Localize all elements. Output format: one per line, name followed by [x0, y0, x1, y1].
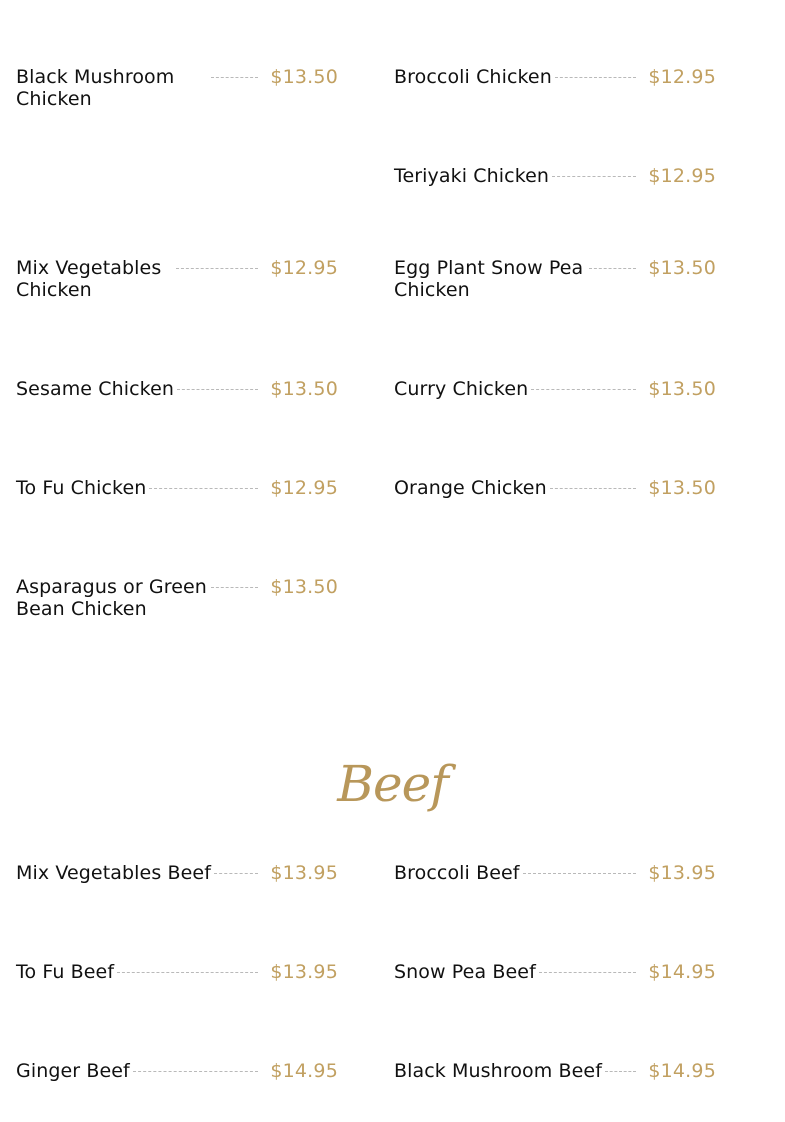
item-name: Ginger Beef	[16, 1060, 130, 1082]
menu-item	[16, 1060, 338, 1082]
menu-item	[394, 257, 716, 301]
item-name: Mix Vegetables Beef	[16, 862, 211, 884]
dotted-leader	[523, 862, 637, 874]
dotted-leader	[214, 862, 258, 874]
item-price: $14.95	[648, 1060, 716, 1082]
dotted-leader	[589, 257, 636, 269]
menu-item	[394, 165, 716, 187]
item-price: $13.50	[270, 378, 338, 400]
dotted-leader	[117, 961, 258, 973]
item-name: Broccoli Beef	[394, 862, 520, 884]
menu-item	[16, 66, 338, 110]
dotted-leader	[211, 66, 258, 78]
item-name: Snow Pea Beef	[394, 961, 536, 983]
dotted-leader	[539, 961, 636, 973]
item-price: $13.50	[648, 378, 716, 400]
dotted-leader	[149, 477, 258, 489]
item-price: $12.95	[270, 477, 338, 499]
item-name: Asparagus or Green Bean Chicken	[16, 576, 207, 620]
item-name: Teriyaki Chicken	[394, 165, 550, 187]
item-name: Black Mushroom Beef	[394, 1060, 603, 1082]
dotted-leader	[133, 1060, 258, 1072]
menu-item	[394, 66, 716, 88]
dotted-leader	[605, 1060, 636, 1072]
menu-item	[16, 961, 338, 983]
menu-item	[394, 477, 716, 499]
dotted-leader	[211, 576, 258, 588]
item-price: $14.95	[270, 1060, 338, 1082]
dotted-leader	[552, 165, 636, 177]
item-price: $13.95	[648, 862, 716, 884]
item-name: Mix Vegetables Chicken	[16, 257, 162, 301]
menu-item	[16, 576, 338, 620]
item-price: $13.95	[270, 961, 338, 983]
item-price: $13.50	[648, 257, 716, 279]
item-name: Egg Plant Snow Pea Chicken	[394, 257, 584, 301]
dotted-leader	[177, 378, 258, 390]
dotted-leader	[531, 378, 636, 390]
menu-item	[16, 257, 338, 301]
item-price: $12.95	[648, 66, 716, 88]
item-name: Orange Chicken	[394, 477, 547, 499]
item-name: Black Mushroom Chicken	[16, 66, 175, 110]
item-price: $12.95	[648, 165, 716, 187]
menu-item	[16, 862, 338, 884]
item-price: $13.50	[270, 576, 338, 598]
item-name: To Fu Chicken	[16, 477, 147, 499]
dotted-leader	[176, 257, 258, 269]
menu-item	[394, 862, 716, 884]
menu-item	[16, 477, 338, 499]
menu-item	[394, 961, 716, 983]
item-price: $13.95	[270, 862, 338, 884]
item-name: Sesame Chicken	[16, 378, 175, 400]
item-price: $13.50	[270, 66, 338, 88]
item-name: Curry Chicken	[394, 378, 529, 400]
menu-item	[394, 378, 716, 400]
item-price: $13.50	[648, 477, 716, 499]
item-price: $12.95	[270, 257, 338, 279]
item-name: To Fu Beef	[16, 961, 115, 983]
item-price: $14.95	[648, 961, 716, 983]
dotted-leader	[555, 66, 636, 78]
menu-item	[16, 378, 338, 400]
menu-item	[394, 1060, 716, 1082]
dotted-leader	[550, 477, 637, 489]
section-title-beef: Beef	[337, 755, 448, 813]
item-name: Broccoli Chicken	[394, 66, 552, 88]
